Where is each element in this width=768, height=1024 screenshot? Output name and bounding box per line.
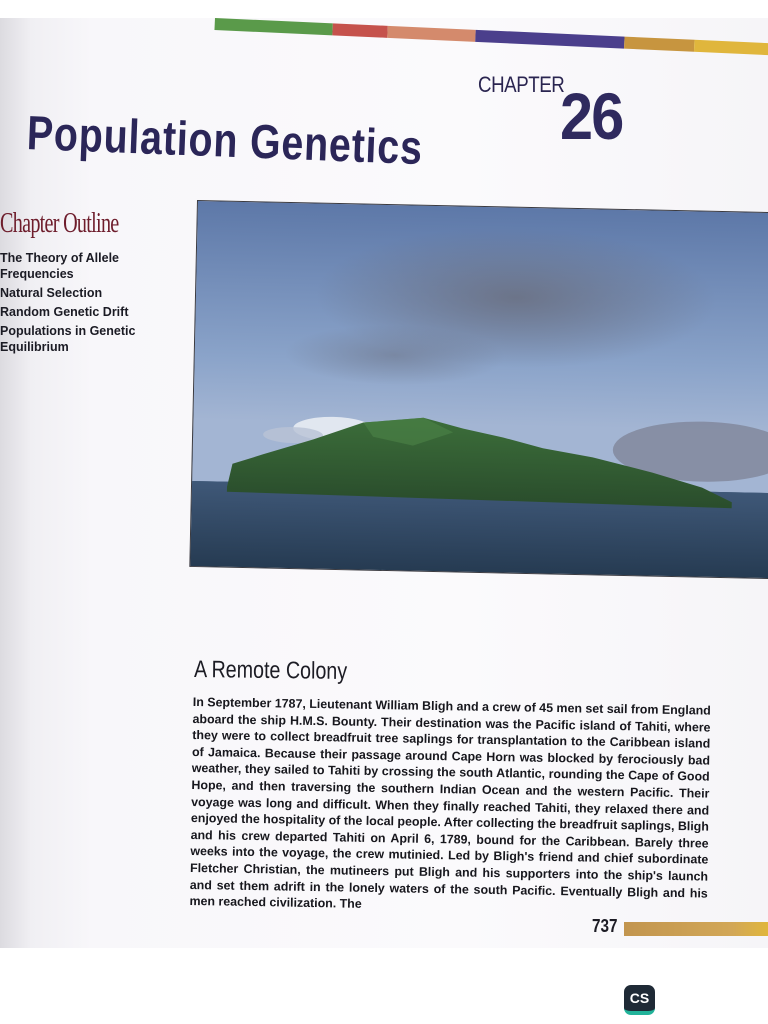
page-number-bar bbox=[624, 922, 768, 936]
color-stripe bbox=[213, 18, 768, 79]
body-paragraph: In September 1787, Lieutenant William Bligh and a crew of 45 men set sail from England aboard the ship H.M.S. Bounty. Their destination was the Pacific island of Tahiti, where they were to collect breadfruit tree saplings for transplantation to the Caribbean island of Jamaica. Because their passage around Cape Horn was blocked by ferociously bad weather, they sailed to Tahiti by crossing the south Atlantic, rounding the Cape of Good Hope, and then traversing the southern Indian Ocean and the western Pacific. Their voyage was long and difficult. When they finally reached Tahiti, they relaxed there and enjoyed the hospitality of the local people. After collecting the breadfruit saplings, Bligh and his crew departed Tahiti on April 6, 1789, bound for the Caribbean. Barely three weeks into the voyage, the crew mutinied. Led by Bligh's friend and chief subordinate Fletcher Christian, the mutineers put Bligh and his supporters into the ship's launch and set them adrift in the lonely waters of the south Pacific. Eventually Bligh and his men reached civilization. The bbox=[189, 694, 711, 911]
chapter-outline-heading: Chapter Outline bbox=[0, 208, 119, 239]
stripe-green bbox=[214, 18, 332, 35]
outline-item: Random Genetic Drift bbox=[0, 305, 129, 319]
outline-item: Natural Selection bbox=[0, 286, 103, 300]
stripe-red bbox=[332, 23, 387, 37]
chapter-number: 26 bbox=[560, 79, 623, 153]
outline-item: Populations in Genetic Equilibrium bbox=[0, 324, 136, 354]
chapter-outline-list bbox=[0, 250, 140, 358]
section-heading: A Remote Colony bbox=[193, 656, 348, 685]
page-title: Population Genetics bbox=[25, 106, 424, 176]
island-illustration bbox=[190, 201, 768, 578]
page-number: 737 bbox=[592, 916, 618, 936]
chapter-label: CHAPTER bbox=[478, 72, 565, 97]
stripe-tan bbox=[624, 37, 694, 52]
island-photo bbox=[189, 200, 768, 579]
stripe-purple bbox=[475, 30, 625, 49]
outline-item: The Theory of Allele Frequencies bbox=[0, 251, 120, 281]
camscanner-logo-icon: CS bbox=[624, 985, 655, 1015]
stripe-salmon bbox=[387, 26, 475, 42]
stripe-gold bbox=[694, 40, 768, 56]
book-page bbox=[0, 18, 768, 948]
